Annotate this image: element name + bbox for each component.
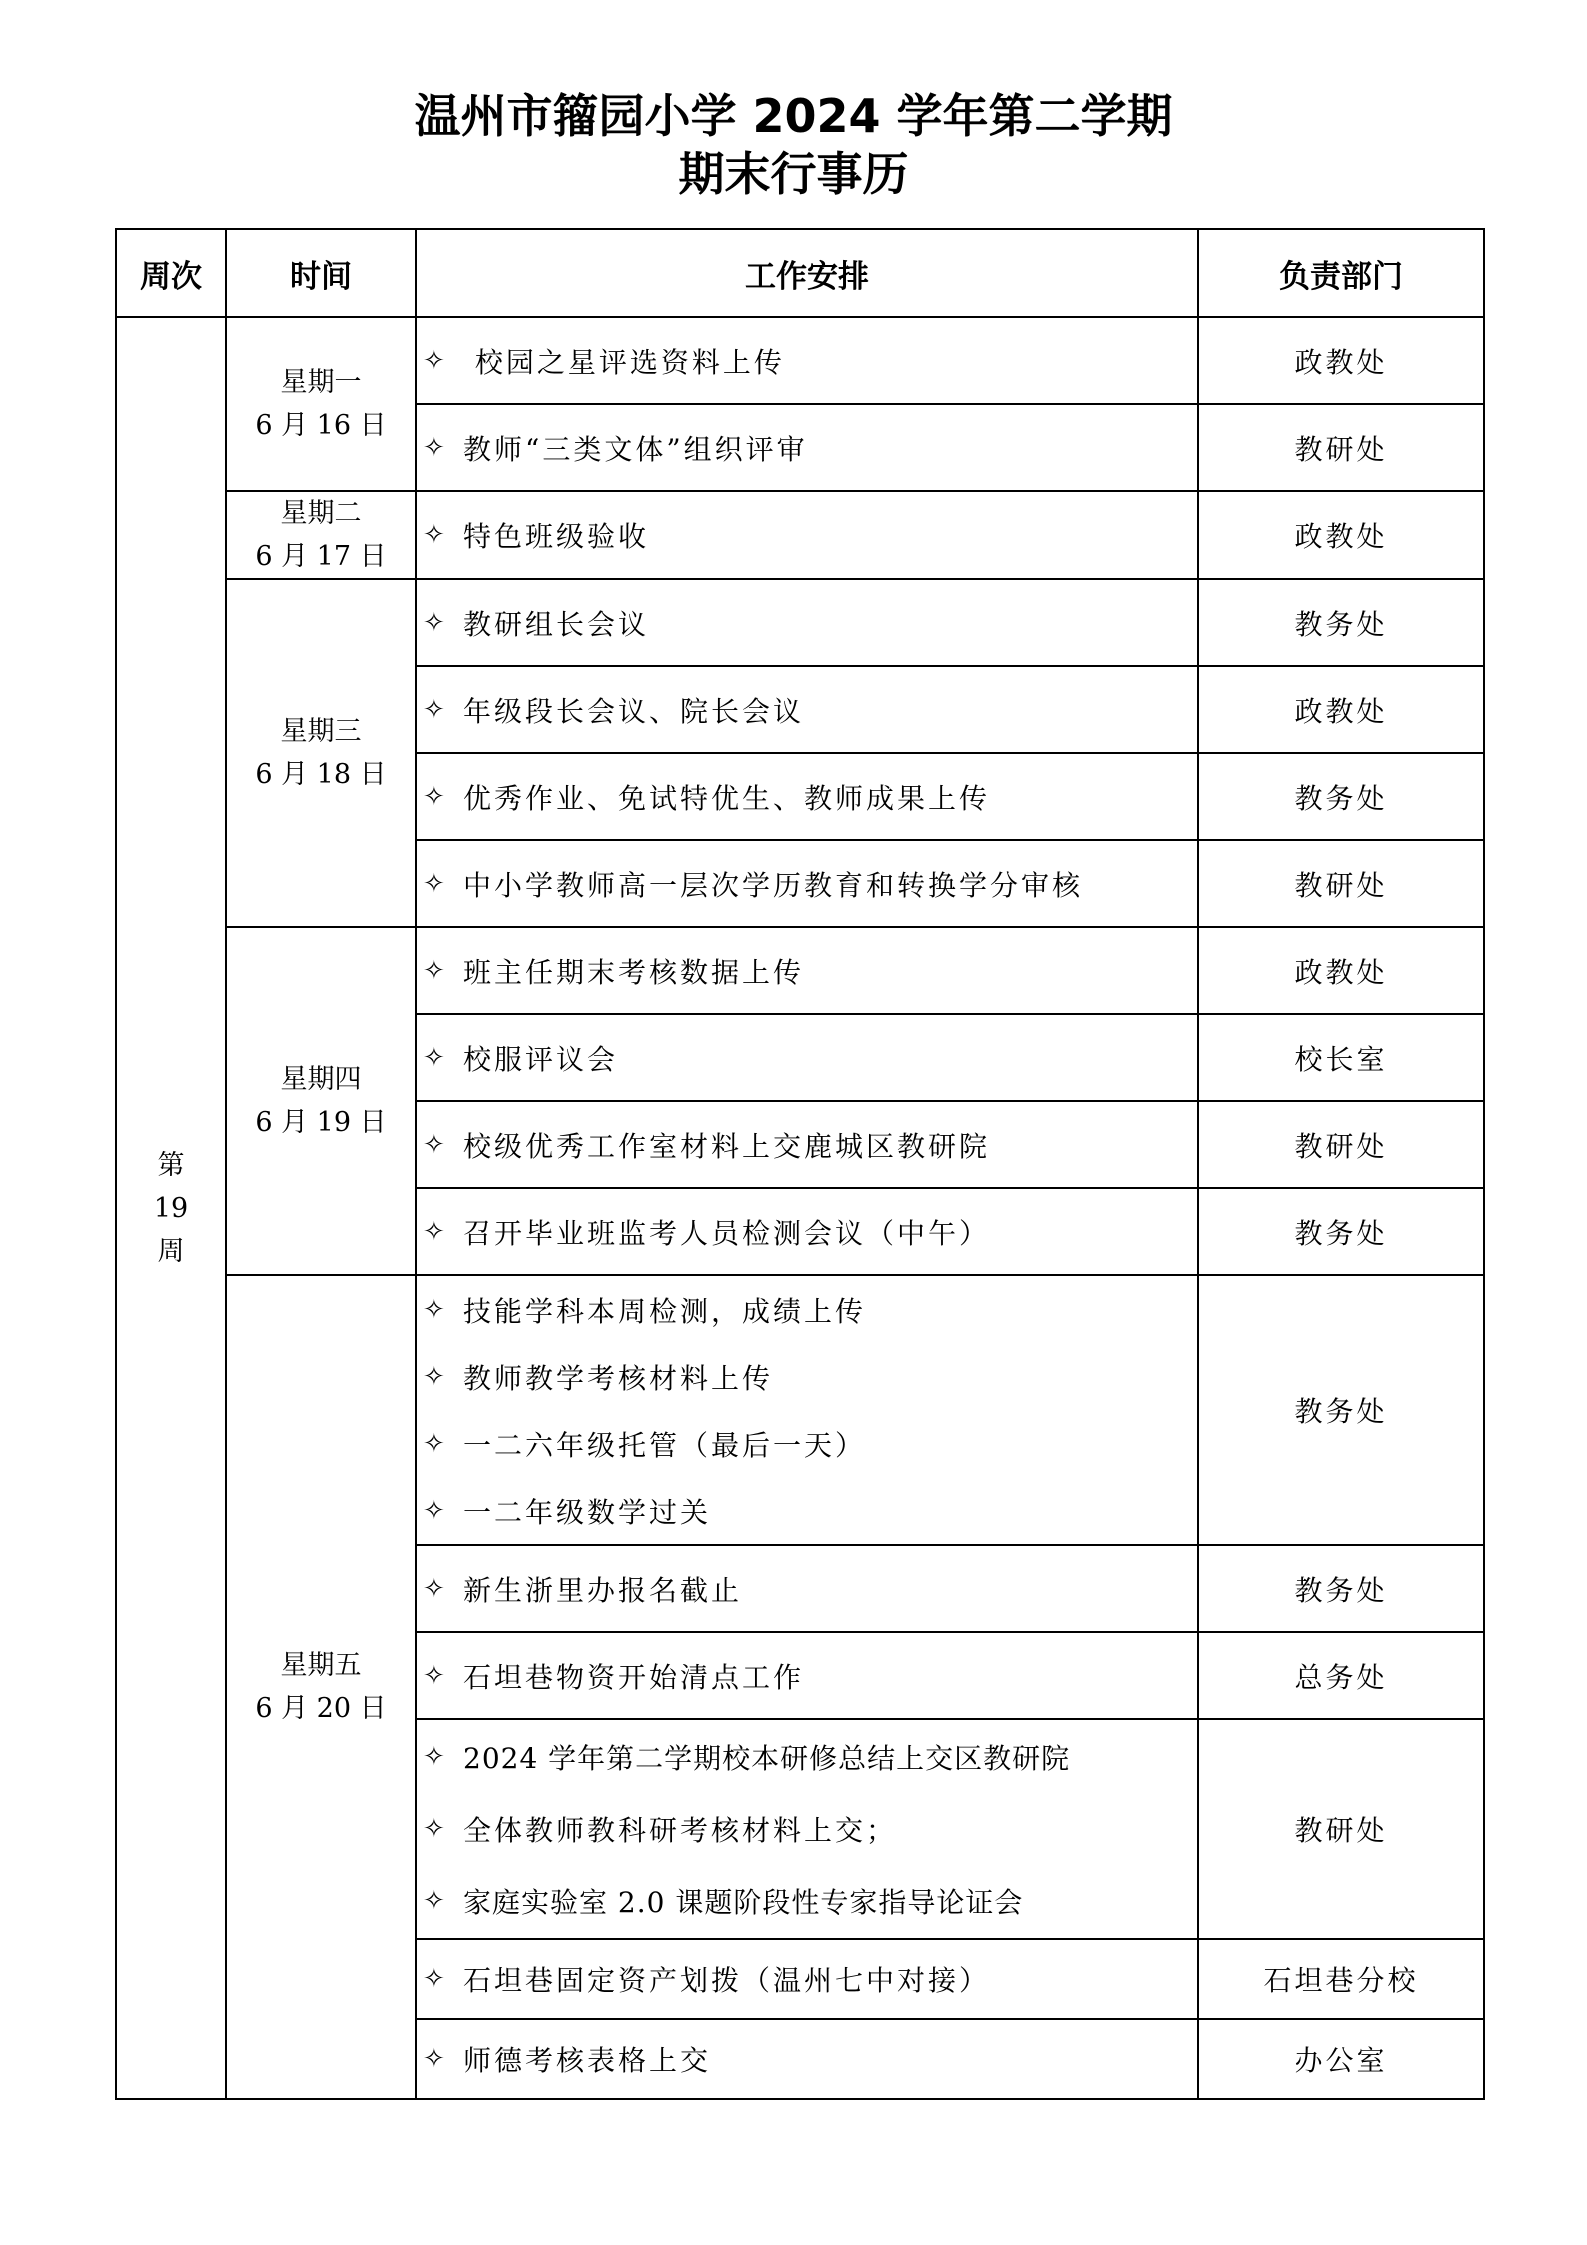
- task-cell: ✧ 教研组长会议: [416, 579, 1198, 666]
- task-cell: ✧ 特色班级验收: [416, 491, 1198, 579]
- table-row: [116, 1275, 1484, 1545]
- document-title: 温州市籀园小学 2024 学年第二学期: [414, 89, 1173, 143]
- diamond-bullet-icon: ✧: [423, 781, 445, 812]
- task-cell: ✧ 教师“三类文体”组织评审: [416, 404, 1198, 491]
- dept-cell: 教务处: [1198, 1545, 1484, 1632]
- dept-cell: 教务处: [1198, 1275, 1484, 1545]
- table-row: [116, 491, 1484, 579]
- day-cell-tuesday: 星期二 6 月 17 日: [226, 491, 416, 579]
- header-dept: 负责部门: [1198, 229, 1484, 317]
- diamond-bullet-icon: ✧: [423, 1042, 445, 1073]
- day-cell-thursday: 星期四 6 月 19 日: [226, 927, 416, 1275]
- diamond-bullet-icon: ✧: [423, 1495, 445, 1526]
- dept-cell: 政教处: [1198, 666, 1484, 753]
- task-cell: ✧ 2024 学年第二学期校本研修总结上交区教研院 ✧ 全体教师教科研考核材料上交； ✧ 家庭实验室 2.0 课题阶段性专家指导论证会: [416, 1719, 1198, 1939]
- task-cell: ✧ 班主任期末考核数据上传: [416, 927, 1198, 1014]
- task-cell: ✧ 校服评议会: [416, 1014, 1198, 1101]
- day-cell-friday: 星期五 6 月 20 日: [226, 1275, 416, 2099]
- dept-cell: 教研处: [1198, 1719, 1484, 1939]
- task-cell: ✧ 中小学教师高一层次学历教育和转换学分审核: [416, 840, 1198, 927]
- day-cell-wednesday: 星期三 6 月 18 日: [226, 579, 416, 927]
- diamond-bullet-icon: ✧: [423, 2044, 445, 2074]
- task-cell: ✧ 年级段长会议、院长会议: [416, 666, 1198, 753]
- diamond-bullet-icon: ✧: [423, 345, 445, 376]
- diamond-bullet-icon: ✧: [423, 1428, 445, 1459]
- dept-cell: 校长室: [1198, 1014, 1484, 1101]
- table-row: [116, 317, 1484, 404]
- task-cell: ✧ 技能学科本周检测，成绩上传 ✧ 教师教学考核材料上传 ✧ 一二六年级托管（最后一天） ✧ 一二年级数学过关: [416, 1275, 1198, 1545]
- diamond-bullet-icon: ✧: [423, 1964, 445, 1994]
- diamond-bullet-icon: ✧: [423, 694, 445, 725]
- dept-cell: 政教处: [1198, 317, 1484, 404]
- task-cell: ✧ 优秀作业、免试特优生、教师成果上传: [416, 753, 1198, 840]
- task-cell: ✧ 校园之星评选资料上传: [416, 317, 1198, 404]
- diamond-bullet-icon: ✧: [423, 1573, 445, 1604]
- header-week: 周次: [116, 229, 226, 317]
- task-cell: ✧ 师德考核表格上交: [416, 2019, 1198, 2099]
- diamond-bullet-icon: ✧: [423, 1361, 445, 1392]
- diamond-bullet-icon: ✧: [423, 432, 445, 463]
- task-cell: ✧ 新生浙里办报名截止: [416, 1545, 1198, 1632]
- dept-cell: 政教处: [1198, 491, 1484, 579]
- dept-cell: 石坦巷分校: [1198, 1939, 1484, 2019]
- diamond-bullet-icon: ✧: [423, 1886, 445, 1916]
- week-cell: 第 19 周: [116, 317, 226, 2099]
- diamond-bullet-icon: ✧: [423, 1294, 445, 1325]
- dept-cell: 教务处: [1198, 753, 1484, 840]
- header-row: [116, 229, 1484, 317]
- diamond-bullet-icon: ✧: [423, 1660, 445, 1691]
- diamond-bullet-icon: ✧: [423, 1814, 445, 1844]
- dept-cell: 教研处: [1198, 1101, 1484, 1188]
- diamond-bullet-icon: ✧: [423, 520, 445, 550]
- task-cell: ✧ 召开毕业班监考人员检测会议（中午）: [416, 1188, 1198, 1275]
- diamond-bullet-icon: ✧: [423, 955, 445, 986]
- task-cell: ✧ 石坦巷固定资产划拨（温州七中对接）: [416, 1939, 1198, 2019]
- diamond-bullet-icon: ✧: [423, 868, 445, 899]
- dept-cell: 教务处: [1198, 579, 1484, 666]
- day-cell-monday: 星期一 6 月 16 日: [226, 317, 416, 491]
- table-row: [116, 579, 1484, 666]
- dept-cell: 教研处: [1198, 404, 1484, 491]
- document-subtitle: 期末行事历: [678, 147, 909, 201]
- header-task: 工作安排: [416, 229, 1198, 317]
- diamond-bullet-icon: ✧: [423, 607, 445, 638]
- table-row: [116, 927, 1484, 1014]
- diamond-bullet-icon: ✧: [423, 1742, 445, 1772]
- dept-cell: 政教处: [1198, 927, 1484, 1014]
- task-cell: ✧ 校级优秀工作室材料上交鹿城区教研院: [416, 1101, 1198, 1188]
- dept-cell: 办公室: [1198, 2019, 1484, 2099]
- schedule-table: [115, 228, 1485, 2100]
- header-time: 时间: [226, 229, 416, 317]
- diamond-bullet-icon: ✧: [423, 1216, 445, 1247]
- task-cell: ✧ 石坦巷物资开始清点工作: [416, 1632, 1198, 1719]
- dept-cell: 教研处: [1198, 840, 1484, 927]
- dept-cell: 教务处: [1198, 1188, 1484, 1275]
- dept-cell: 总务处: [1198, 1632, 1484, 1719]
- diamond-bullet-icon: ✧: [423, 1129, 445, 1160]
